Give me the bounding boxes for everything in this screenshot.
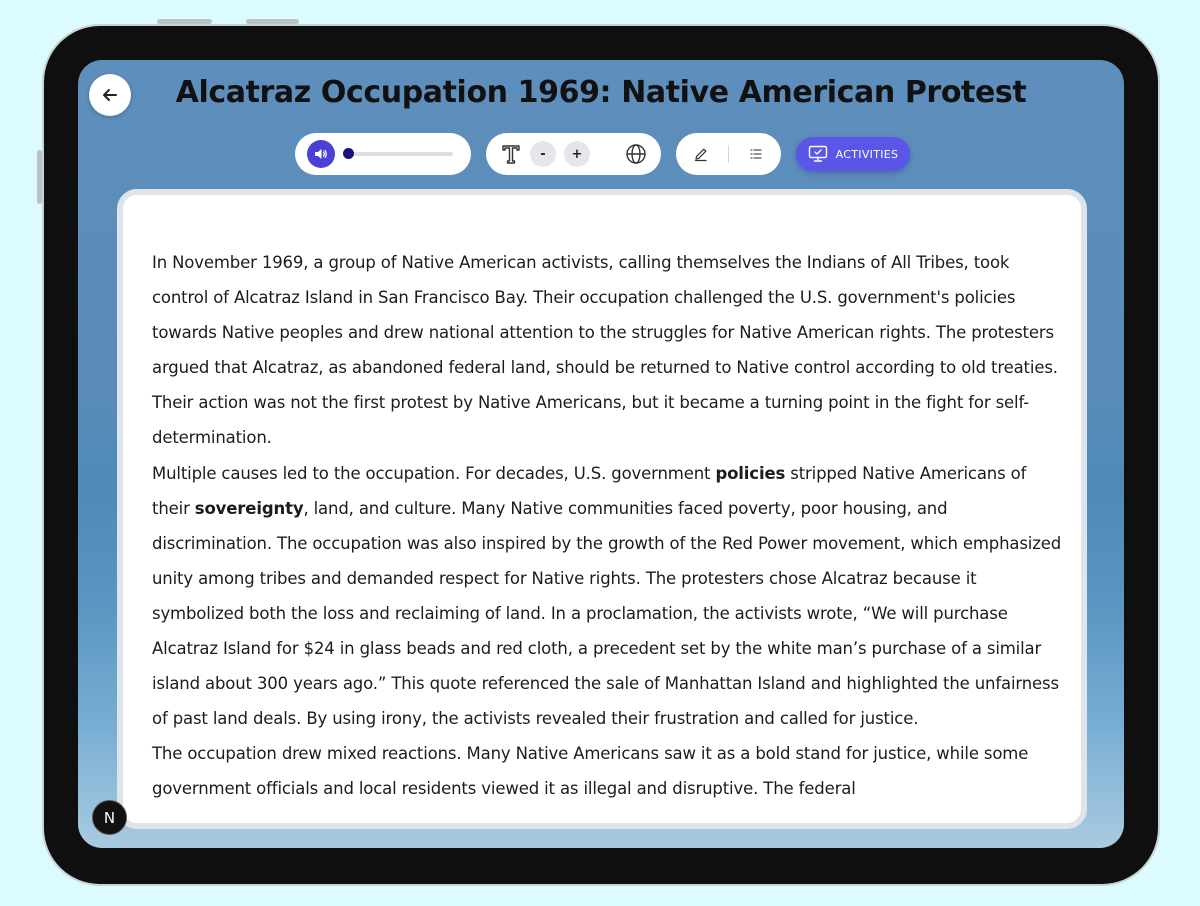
increase-text-button[interactable]: + <box>564 141 590 167</box>
monitor-icon <box>808 145 828 163</box>
article-card <box>117 189 1087 829</box>
list-icon <box>748 146 764 162</box>
vocab-word-sovereignty[interactable]: sovereignty <box>194 498 304 518</box>
text-tools <box>486 133 661 175</box>
article-body <box>152 245 1064 807</box>
outline-button[interactable] <box>745 143 767 165</box>
article-paragraph <box>152 456 1064 737</box>
audio-player <box>295 133 471 175</box>
tablet-top-button-left <box>157 19 212 24</box>
text-size-button[interactable] <box>498 141 524 167</box>
text-t-icon <box>500 143 522 165</box>
article-text: stripped Native Americans of their <box>152 463 1027 518</box>
pencil-icon <box>693 146 709 162</box>
speaker-icon <box>313 146 329 162</box>
page-title: Alcatraz Occupation 1969: Native American Protest <box>175 75 1027 110</box>
decrease-text-button[interactable]: - <box>530 141 556 167</box>
article-text: , land, and culture. Many Native communities faced poverty, poor housing, and discrimination. The occupation was also inspired by the growth of the Red Power movement, which emphasized unity among tribes and demanded respect for Native rights. The protesters chose Alcatraz because it symbolized both the loss and reclaiming of land. In a proclamation, the activists wrote, “We will purchase Alcatraz Island for $24 in glass beads and red cloth, a precedent set by the white man’s purchase of a similar island about 300 years ago.” This quote referenced the sale of Manhattan Island and highlighted the unfairness of past land deals. By using irony, the activists revealed their frustration and called for justice. <box>152 498 1062 729</box>
activities-label: ACTIVITIES <box>835 147 899 161</box>
highlight-button[interactable] <box>690 143 712 165</box>
audio-progress-track[interactable] <box>343 152 453 156</box>
tablet-top-button-right <box>246 19 299 24</box>
article-text: Multiple causes led to the occupation. For decades, U.S. government <box>152 463 716 483</box>
vocab-word-policies[interactable]: policies <box>715 463 786 483</box>
annotation-tools <box>676 133 781 175</box>
tablet-side-button <box>37 150 42 204</box>
globe-icon <box>625 143 647 165</box>
activities-button[interactable] <box>796 137 910 171</box>
article-paragraph: The occupation drew mixed reactions. Many Native Americans saw it as a bold stand for justice, while some government officials and local residents viewed it as illegal and disruptive. The federal <box>152 744 1029 799</box>
next-devtools-badge[interactable]: N <box>92 800 127 835</box>
article-paragraph: In November 1969, a group of Native American activists, calling themselves the Indians of All Tribes, took control of Alcatraz Island in San Francisco Bay. Their occupation challenged the U.S. government's policies towards Native peoples and drew national attention to the struggles for Native American rights. The protesters argued that Alcatraz, as abandoned federal land, should be returned to Native control according to old treaties. Their action was not the first protest by Native Americans, but it became a turning point in the fight for self-determination. <box>152 253 1058 448</box>
audio-progress-thumb[interactable] <box>343 148 354 159</box>
toolbar-divider <box>728 145 729 163</box>
language-button[interactable] <box>623 141 649 167</box>
play-audio-button[interactable] <box>307 140 335 168</box>
reader-screen <box>78 60 1124 848</box>
